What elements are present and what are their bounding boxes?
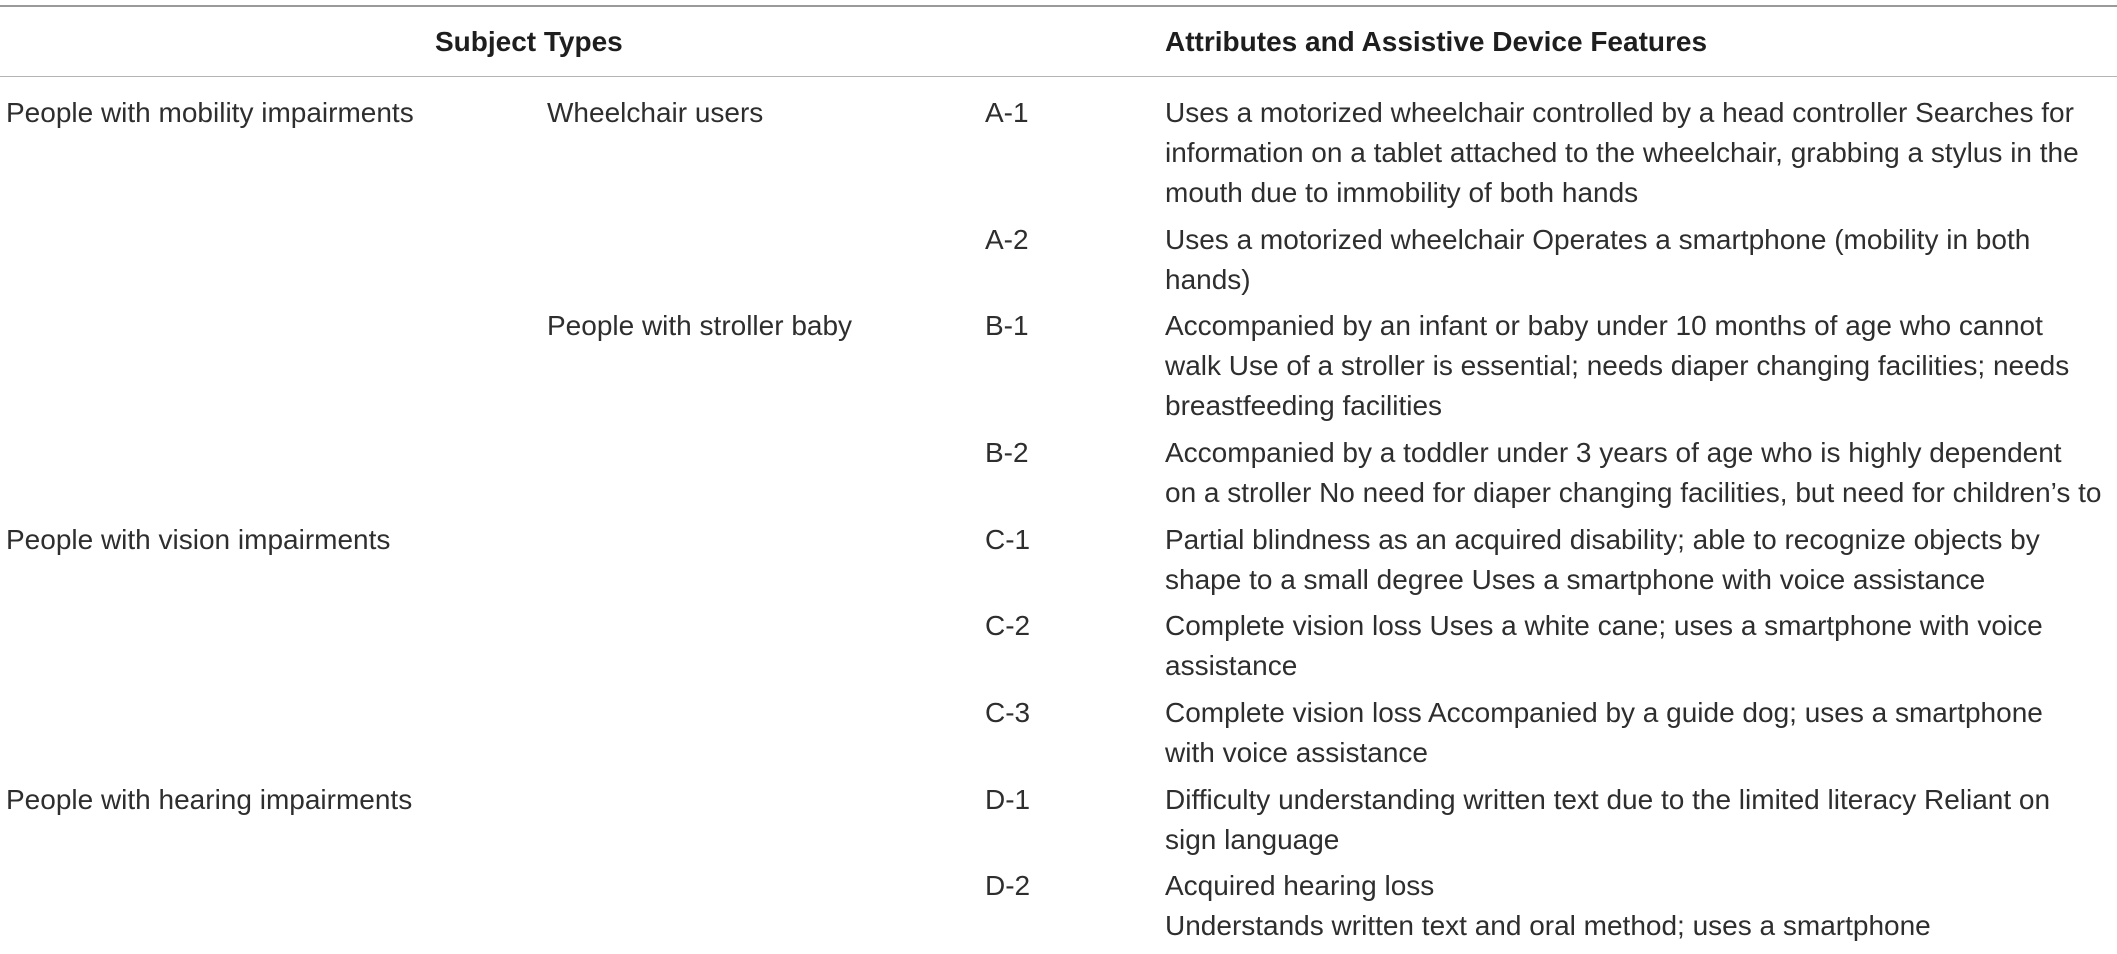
description-line: Acquired hearing loss — [1165, 870, 1435, 901]
description-line: hands) — [1165, 264, 1251, 295]
header-rule — [0, 76, 2117, 77]
row-description — [1165, 220, 2115, 300]
row-code: B-1 — [985, 310, 1029, 341]
row-code: B-2 — [985, 437, 1029, 468]
row-code: C-3 — [985, 697, 1031, 728]
description-line: breastfeeding facilities — [1165, 390, 1443, 421]
group-hearing: People with hearing impairments — [6, 784, 413, 815]
description-line: on a stroller No need for diaper changing facilities, but need for children’s to — [1165, 477, 2102, 508]
group-vision: People with vision impairments — [6, 524, 391, 555]
description-line: with voice assistance — [1165, 737, 1429, 768]
description-line: assistance — [1165, 650, 1298, 681]
row-description — [1165, 693, 2115, 773]
description-line: Uses a motorized wheelchair Operates a smartphone (mobility in both — [1165, 224, 2031, 255]
row-description — [1165, 780, 2115, 860]
description-line: Understands written text and oral method; uses a smartphone — [1165, 910, 1931, 941]
description-line: Complete vision loss Uses a white cane; uses a smartphone with voice — [1165, 610, 2043, 641]
subgroup-stroller: People with stroller baby — [547, 310, 853, 341]
row-code: C-2 — [985, 610, 1031, 641]
description-line: Accompanied by a toddler under 3 years of age who is highly dependent — [1165, 437, 2062, 468]
row-description — [1165, 433, 2115, 513]
description-line: mouth due to immobility of both hands — [1165, 177, 1639, 208]
description-line: Uses a motorized wheelchair controlled by a head controller Searches for — [1165, 97, 2074, 128]
subgroup-wheelchair: Wheelchair users — [547, 97, 764, 128]
description-line: shape to a small degree Uses a smartphone with voice assistance — [1165, 564, 1986, 595]
description-line: Accompanied by an infant or baby under 10 months of age who cannot — [1165, 310, 2043, 341]
row-description — [1165, 606, 2115, 686]
row-description — [1165, 306, 2115, 426]
description-line: walk Use of a stroller is essential; needs diaper changing facilities; needs — [1165, 350, 2070, 381]
row-code: D-1 — [985, 784, 1031, 815]
row-description — [1165, 866, 2115, 946]
group-mobility: People with mobility impairments — [6, 97, 414, 128]
description-line: Partial blindness as an acquired disability; able to recognize objects by — [1165, 524, 2040, 555]
header-subject-types: Subject Types — [435, 26, 623, 57]
row-code: C-1 — [985, 524, 1031, 555]
header-attributes: Attributes and Assistive Device Features — [1165, 26, 1708, 57]
description-line: information on a tablet attached to the wheelchair, grabbing a stylus in the — [1165, 137, 2079, 168]
row-code: A-1 — [985, 97, 1029, 128]
row-description — [1165, 520, 2115, 600]
description-line: sign language — [1165, 824, 1340, 855]
description-line: Complete vision loss Accompanied by a guide dog; uses a smartphone — [1165, 697, 2043, 728]
table-top-rule — [0, 5, 2117, 7]
row-description — [1165, 93, 2115, 213]
row-code: A-2 — [985, 224, 1029, 255]
description-line: Difficulty understanding written text due to the limited literacy Reliant on — [1165, 784, 2051, 815]
row-code: D-2 — [985, 870, 1031, 901]
